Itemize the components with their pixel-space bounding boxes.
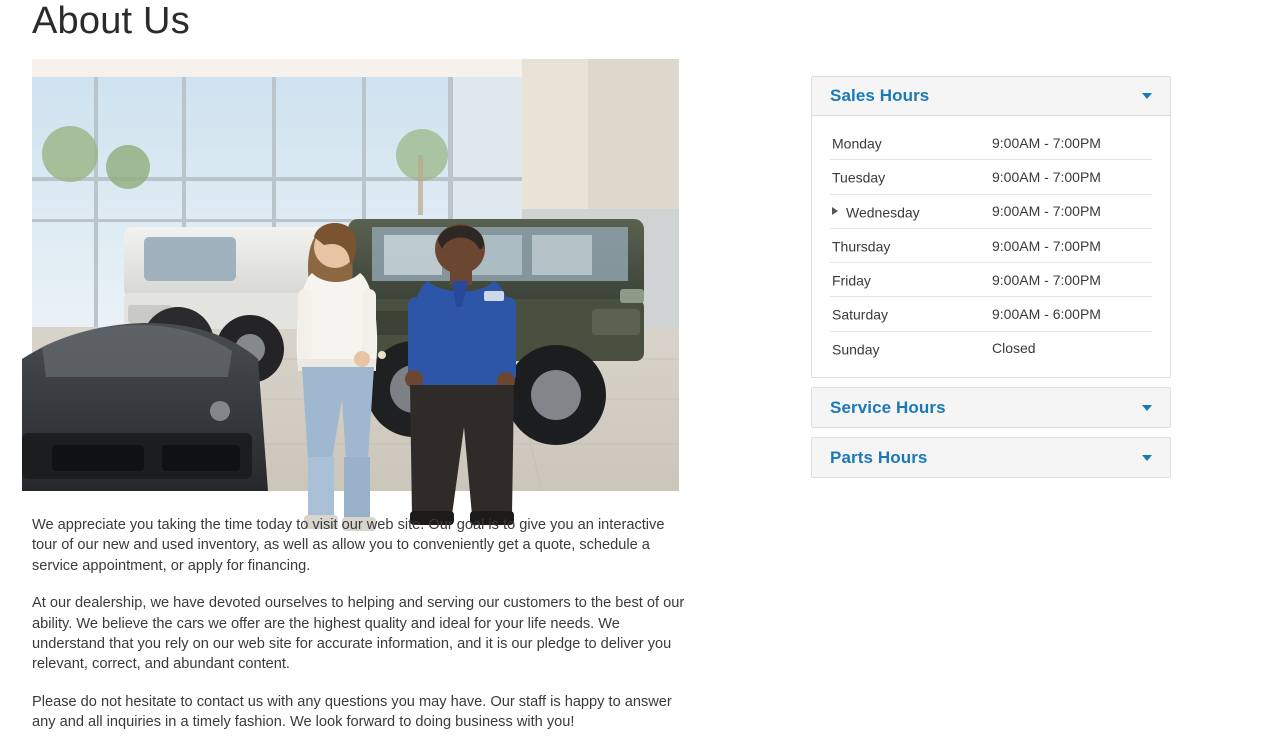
table-row xyxy=(830,126,1152,160)
today-arrow-icon xyxy=(832,207,838,215)
day-cell: Monday xyxy=(832,135,882,152)
paragraph-3: Please do not hesitate to contact us with any questions you may have. Our staff is happy to answer any and all inquiries in a timely fashion. We look forward to doing business with you! xyxy=(32,693,672,731)
panel-title-sales-hours: Sales Hours xyxy=(830,86,930,105)
chevron-down-icon[interactable] xyxy=(1142,455,1152,461)
paragraph-1: We appreciate you taking the time today to visit our web site. Our goal is to give you an interactive tour of our new and used inventory, as well as allow you to conveniently get a quote, schedule a service appointment, or apply for financing. xyxy=(32,517,665,574)
about-us-copy xyxy=(32,515,687,750)
panel-title-parts-hours: Parts Hours xyxy=(830,447,928,467)
time-cell: 9:00AM - 7:00PM xyxy=(992,203,1101,220)
day-cell: Tuesday xyxy=(832,169,886,186)
panel-title-service-hours: Service Hours xyxy=(830,397,946,417)
panel-sales-hours xyxy=(811,76,1171,378)
table-row xyxy=(830,160,1152,194)
day-cell: Wednesday xyxy=(830,194,990,228)
table-row xyxy=(830,297,1152,331)
paragraph-2: At our dealership, we have devoted ourselves to helping and serving our customers to the best of our ability. We believe the cars we offer are the highest quality and ideal for your life needs. We understand that you rely on our web site for accurate information, and it is our pledge to deliver you relevant, correct, and abundant content. xyxy=(32,595,685,673)
table-row xyxy=(830,331,1152,365)
page-title: About Us xyxy=(32,0,190,42)
table-row xyxy=(830,228,1152,262)
day-cell: Thursday xyxy=(832,238,891,255)
hours-accordion xyxy=(811,76,1171,487)
dealership-showroom-photo xyxy=(32,59,679,491)
panel-service-hours xyxy=(811,387,1171,428)
time-cell: 9:00AM - 7:00PM xyxy=(992,237,1101,254)
day-cell: Friday xyxy=(832,272,871,289)
time-cell: 9:00AM - 6:00PM xyxy=(992,306,1101,323)
time-cell: 9:00AM - 7:00PM xyxy=(992,271,1101,288)
time-cell: 9:00AM - 7:00PM xyxy=(992,168,1101,185)
table-row-today xyxy=(830,194,1152,228)
panel-header-parts-hours[interactable] xyxy=(812,438,1170,477)
panel-header-service-hours[interactable] xyxy=(812,388,1170,427)
chevron-down-icon[interactable] xyxy=(1142,93,1152,99)
table-row xyxy=(830,263,1152,297)
day-cell: Saturday xyxy=(832,306,889,323)
panel-parts-hours xyxy=(811,437,1171,478)
panel-body-sales-hours xyxy=(812,116,1170,377)
panel-header-sales-hours[interactable] xyxy=(812,77,1170,116)
time-cell: Closed xyxy=(992,340,1036,357)
chevron-down-icon[interactable] xyxy=(1142,405,1152,411)
time-cell: 9:00AM - 7:00PM xyxy=(992,134,1101,151)
day-cell: Sunday xyxy=(832,341,880,358)
sales-hours-table xyxy=(830,126,1152,365)
